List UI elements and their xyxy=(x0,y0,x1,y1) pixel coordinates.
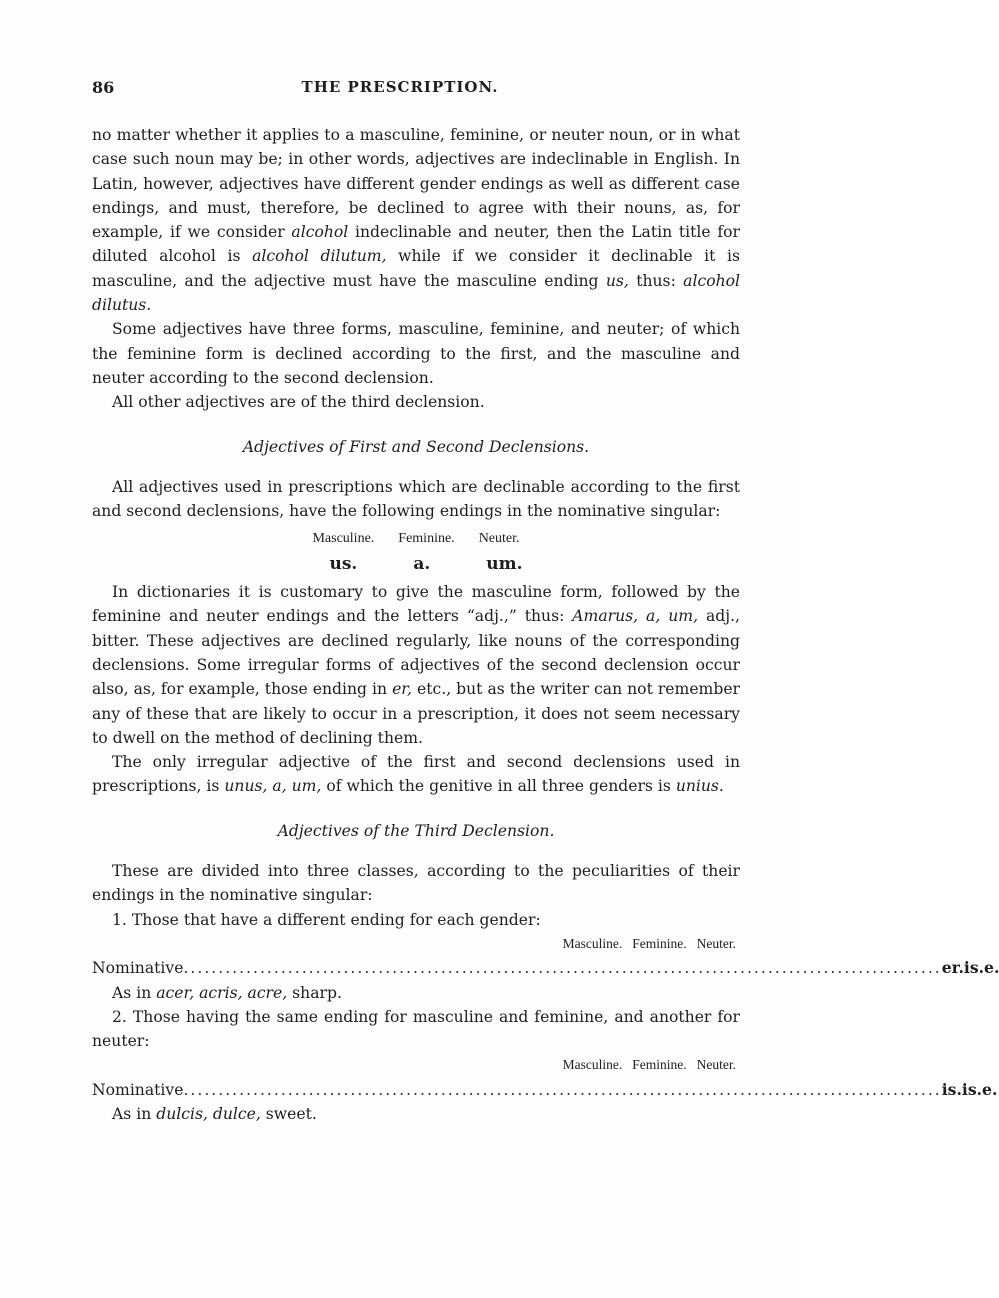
page-number: 86 xyxy=(92,78,115,97)
paragraph-6: The only irregular adjective of the first and second declensions used in prescriptions, is unus, a, um, of which the genitive in all three genders is unius. xyxy=(92,753,740,796)
example-2: As in dulcis, dulce, sweet. xyxy=(112,1104,317,1123)
paragraph-1: no matter whether it applies to a masculine, feminine, or neuter noun, or in what case such noun may be; in other words, adjectives are indeclinable in English. In Latin, however, adjectives have different gender endings as well as different case endings, and must, therefore, be declined to agree with their nouns, as, for example, if we consider alcohol indeclinable and neuter, then the Latin title for diluted alcohol is alcohol dilutum, while if we consider it declinable it is masculine, and the adjective must have the masculine ending us, thus: alcohol dilutus. xyxy=(92,126,741,315)
table-1-row-label: Nominative xyxy=(92,959,184,978)
list-item-1: 1. Those that have a different ending for each gender: xyxy=(112,910,541,929)
table-2-masculine: is. xyxy=(941,1079,962,1099)
running-head: THE PRESCRIPTION. xyxy=(301,78,499,96)
table-1-feminine: is. xyxy=(963,958,985,978)
endings-values: us. a. um. xyxy=(329,553,523,574)
leader-dots: ............................................................................................................. xyxy=(183,1080,942,1099)
paragraph-2: Some adjectives have three forms, masculine, feminine, and neuter; of which the feminine form is declined according to the first, and the masculine and neuter according to the second declension. xyxy=(92,320,740,387)
list-item-2: 2. Those having the same ending for masculine and feminine, and another for neuter: xyxy=(92,1007,740,1051)
table-1-row xyxy=(92,956,999,980)
paragraph-4: All adjectives used in prescriptions which are declinable according to the first and second declensions, have the following endings in the nominative singular: xyxy=(92,477,740,521)
endings-gender-labels: Masculine. Feminine. Neuter. xyxy=(312,531,520,547)
table-2-neuter: e. xyxy=(982,1079,998,1099)
table-1-neuter: e. xyxy=(984,958,999,978)
table-1-masculine: er. xyxy=(941,958,964,978)
paragraph-7: These are divided into three classes, according to the peculiarities of their endings in the nominative singular: xyxy=(92,862,740,905)
paragraph-5: In dictionaries it is customary to give the masculine form, followed by the feminine and neuter endings and the letters “adj.,” thus: Amarus, a, um, adj., bitter. These adjectives are declined regularly, like nouns of the corresponding declensions. Some irregular forms of adjectives of the second declension occur also, as, for example, those ending in er, etc., but as the writer can not remember any of these that are likely to occur in a prescription, it does not seem necessary to dwell on the method of declining them. xyxy=(92,583,741,747)
table-2-feminine: is. xyxy=(961,1079,983,1099)
page-header xyxy=(0,78,800,102)
table-2-row xyxy=(92,1078,998,1102)
paragraph-3: All other adjectives are of the third declension. xyxy=(112,393,485,412)
table-2-row-label: Nominative xyxy=(92,1080,184,1099)
leader-dots: ............................................................................................................. xyxy=(183,959,942,978)
example-1: As in acer, acris, acre, sharp. xyxy=(112,983,342,1002)
section-heading-third: Adjectives of the Third Declension. xyxy=(277,821,555,840)
section-heading-first-second: Adjectives of First and Second Declensions. xyxy=(242,437,590,456)
table-2-header: Masculine. Feminine. Neuter. xyxy=(562,1057,736,1073)
table-1-header: Masculine. Feminine. Neuter. xyxy=(562,935,736,951)
page-body xyxy=(92,123,999,1126)
